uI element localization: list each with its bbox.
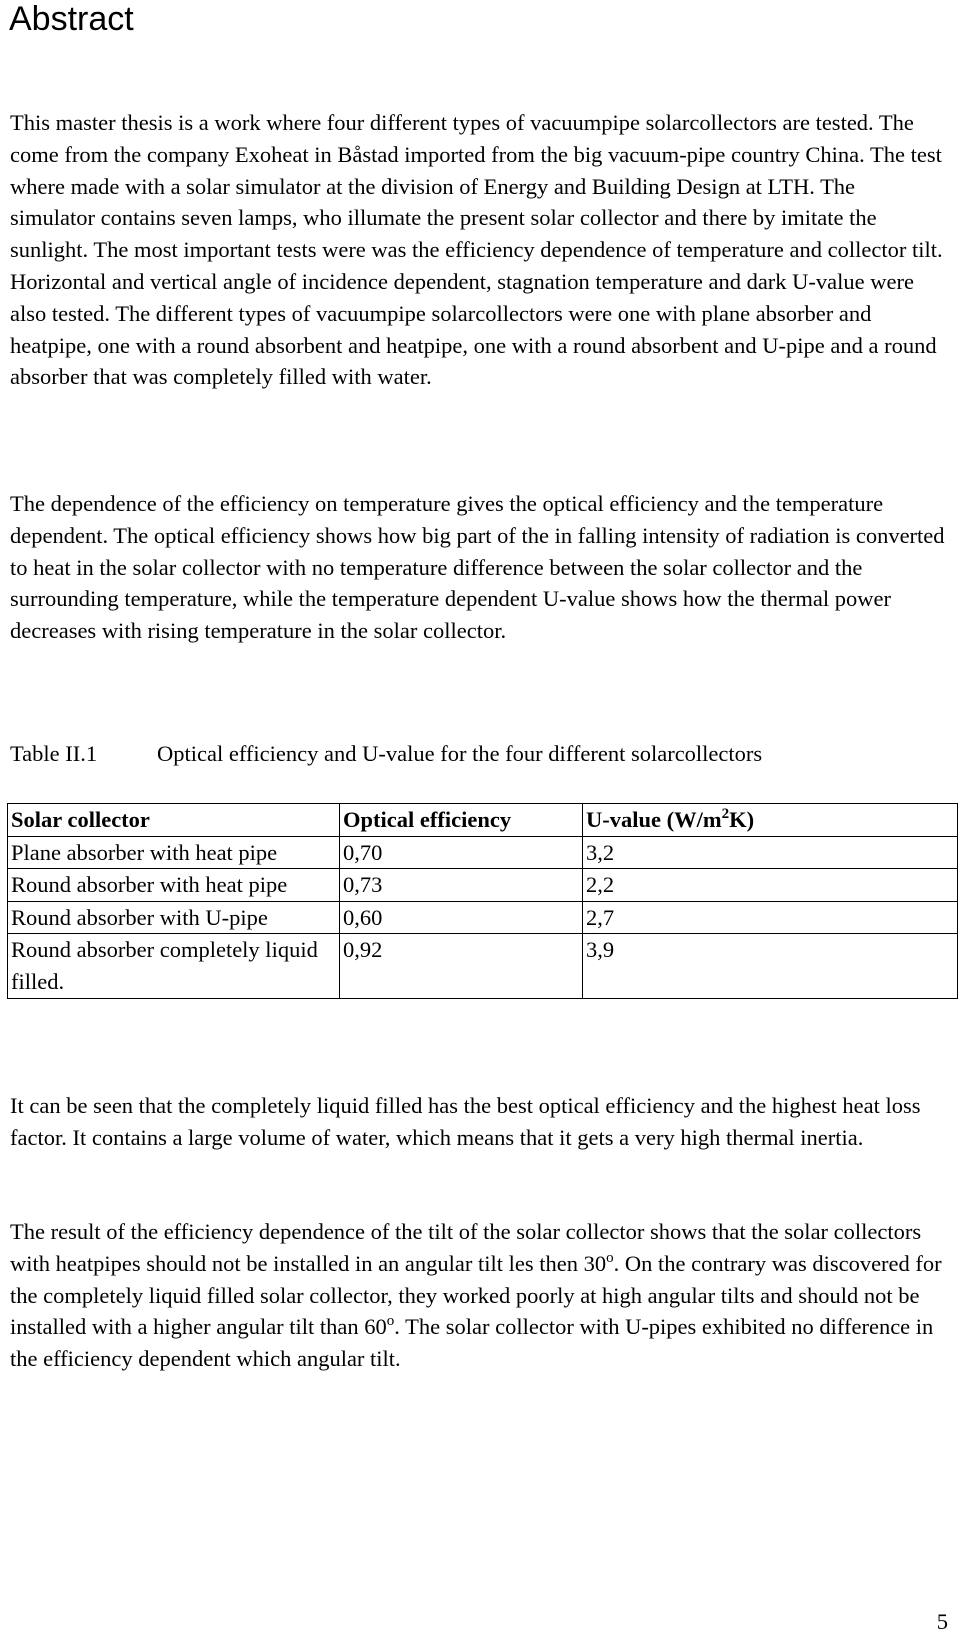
cell-optical: 0,70 [340, 836, 583, 869]
cell-collector: Round absorber completely liquid filled. [8, 934, 340, 998]
results-table [7, 803, 958, 999]
cell-collector: Plane absorber with heat pipe [8, 836, 340, 869]
header-u-value-text: U-value (W/m [586, 807, 722, 832]
table-row [8, 934, 958, 998]
table-caption [10, 738, 762, 770]
page-number: 5 [936, 1609, 948, 1634]
cell-uvalue: 3,9 [583, 934, 958, 998]
cell-uvalue: 2,2 [583, 869, 958, 902]
cell-optical: 0,73 [340, 869, 583, 902]
conclusion-paragraph-2 [10, 1216, 945, 1375]
cell-optical: 0,92 [340, 934, 583, 998]
paragraph-text: . The solar collector with U-pipes exhibited no difference in the efficiency dependent which angular tilt. [10, 1314, 934, 1372]
degree-superscript: o [606, 1249, 614, 1266]
header-optical-efficiency: Optical efficiency [340, 804, 583, 837]
cell-collector: Round absorber with heat pipe [8, 869, 340, 902]
cell-uvalue: 3,2 [583, 836, 958, 869]
paragraph-text: . On the contrary was discovered for the completely liquid filled solar collector, they worked poorly at high angular tilts and should not be installed with a higher angular tilt than 60 [10, 1250, 942, 1340]
cell-optical: 0,60 [340, 901, 583, 934]
table-row [8, 901, 958, 934]
degree-superscript: o [386, 1313, 395, 1330]
header-u-value-unit-end: K) [729, 807, 755, 832]
table-caption-label: Table II.1 [10, 741, 98, 766]
header-u-value [583, 804, 958, 837]
header-u-value-exponent: 2 [721, 806, 730, 822]
cell-uvalue: 2,7 [583, 901, 958, 934]
header-solar-collector: Solar collector [8, 804, 340, 837]
table-caption-text: Optical efficiency and U-value for the four different solarcollectors [157, 741, 763, 766]
paragraph-text: The result of the efficiency dependence of the tilt of the solar collector shows that the solar collectors with heatpipes should not be installed in an angular tilt les then 30 [10, 1219, 922, 1276]
table-row [8, 836, 958, 869]
abstract-paragraph-1: This master thesis is a work where four different types of vacuumpipe solarcollectors are tested. The come from the company Exoheat in Båstad imported from the big vacuum-pipe country China. The test where made with a solar simulator at the division of Energy and Building Design at LTH. The simulator contains seven lamps, who illumate the present solar collector and there by imitate the sunlight. The most important tests were was the efficiency dependence of temperature and collector tilt. Horizontal and vertical angle of incidence dependent, stagnation temperature and dark U-value were also tested. The different types of vacuumpipe solarcollectors were one with plane absorber and heatpipe, one with a round absorbent and heatpipe, one with a round absorbent and U-pipe and a round absorber that was completely filled with water. [10, 110, 943, 390]
table-header-row [8, 804, 958, 837]
abstract-paragraph-2: The dependence of the efficiency on temperature gives the optical efficiency and the temperature dependent. The optical efficiency shows how big part of the in falling intensity of radiation is converted to heat in the solar collector with no temperature difference between the solar collector and the surrounding temperature, while the temperature dependent U-value shows how the thermal power decreases with rising temperature in the solar collector. [10, 491, 945, 644]
table-row [8, 869, 958, 902]
section-heading: Abstract [9, 0, 134, 38]
conclusion-paragraph-1: It can be seen that the completely liquid filled has the best optical efficiency and the highest heat loss factor. It contains a large volume of water, which means that it gets a very high thermal inertia. [10, 1093, 921, 1150]
cell-collector: Round absorber with U-pipe [8, 901, 340, 934]
